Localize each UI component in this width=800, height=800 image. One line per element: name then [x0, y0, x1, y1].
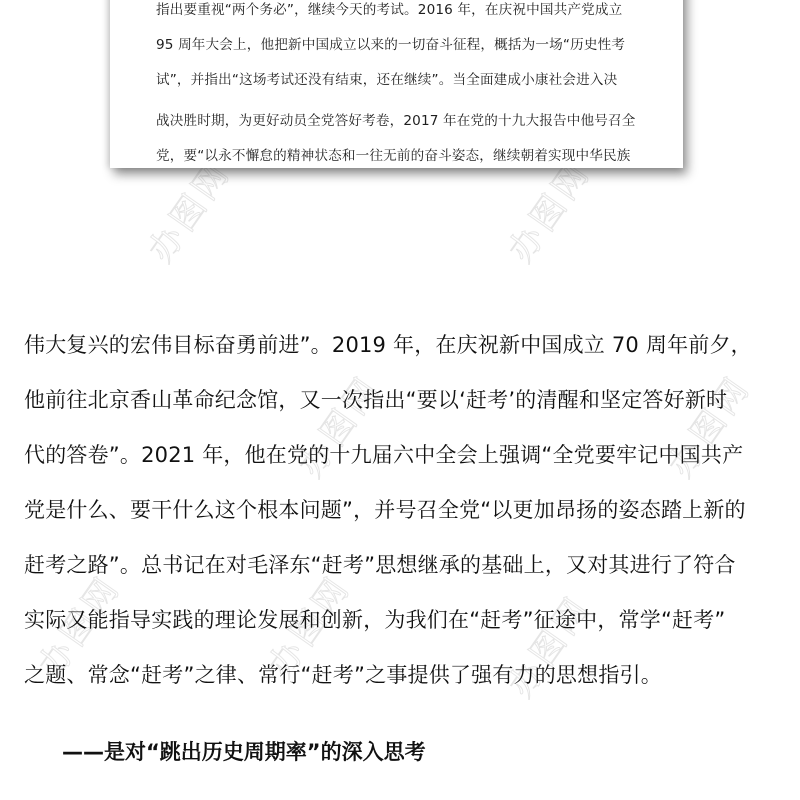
watermark: 办图网 [260, 568, 359, 685]
quote-card [110, 0, 683, 168]
watermark: 办图网 [30, 568, 129, 685]
body-text-line: 代的答卷”。2021 年，他在党的十九届六中全会上强调“全党要牢记中国共产 [24, 443, 744, 467]
watermark: 办图网 [290, 368, 389, 485]
card-text-line: 战决胜时期，为更好动员全党答好考卷，2017 年在党的十九大报告中他号召全 [156, 113, 636, 129]
body-text-line: 伟大复兴的宏伟目标奋勇前进”。2019 年，在庆祝新中国成立 70 周年前夕， [24, 333, 752, 357]
watermark: 办图网 [500, 153, 599, 270]
card-text-line: 党，要“以永不懈怠的精神状态和一往无前的奋斗姿态，继续朝着实现中华民族 [156, 148, 631, 164]
card-text-line: 试”，并指出“这场考试还没有结束，还在继续”。当全面建成小康社会进入决 [156, 72, 618, 88]
card-text-line: 指出要重视“两个务必”，继续今天的考试。2016 年，在庆祝中国共产党成立 [156, 2, 623, 18]
body-text-line: 实际又能指导实践的理论发展和创新，为我们在“赶考”征途中，常学“赶考” [24, 608, 726, 632]
watermark: 办图网 [660, 368, 759, 485]
watermark: 办图网 [500, 588, 599, 705]
card-text-line: 95 周年大会上，他把新中国成立以来的一切奋斗征程，概括为一场“历史性考 [156, 37, 626, 53]
body-text-line: 之题、常念“赶考”之律、常行“赶考”之事提供了强有力的思想指引。 [24, 663, 662, 687]
body-text-line: 赶考之路”。总书记在对毛泽东“赶考”思想继承的基础上，又对其进行了符合 [24, 553, 736, 577]
body-text-line: 他前往北京香山革命纪念馆，又一次指出“要以‘赶考’的清醒和坚定答好新时 [24, 388, 728, 412]
section-subheading: ——是对“跳出历史周期率”的深入思考 [62, 740, 426, 764]
watermark: 办图网 [140, 153, 239, 270]
body-text-line: 党是什么、要干什么这个根本问题”，并号召全党“以更加昂扬的姿态踏上新的 [24, 498, 746, 522]
